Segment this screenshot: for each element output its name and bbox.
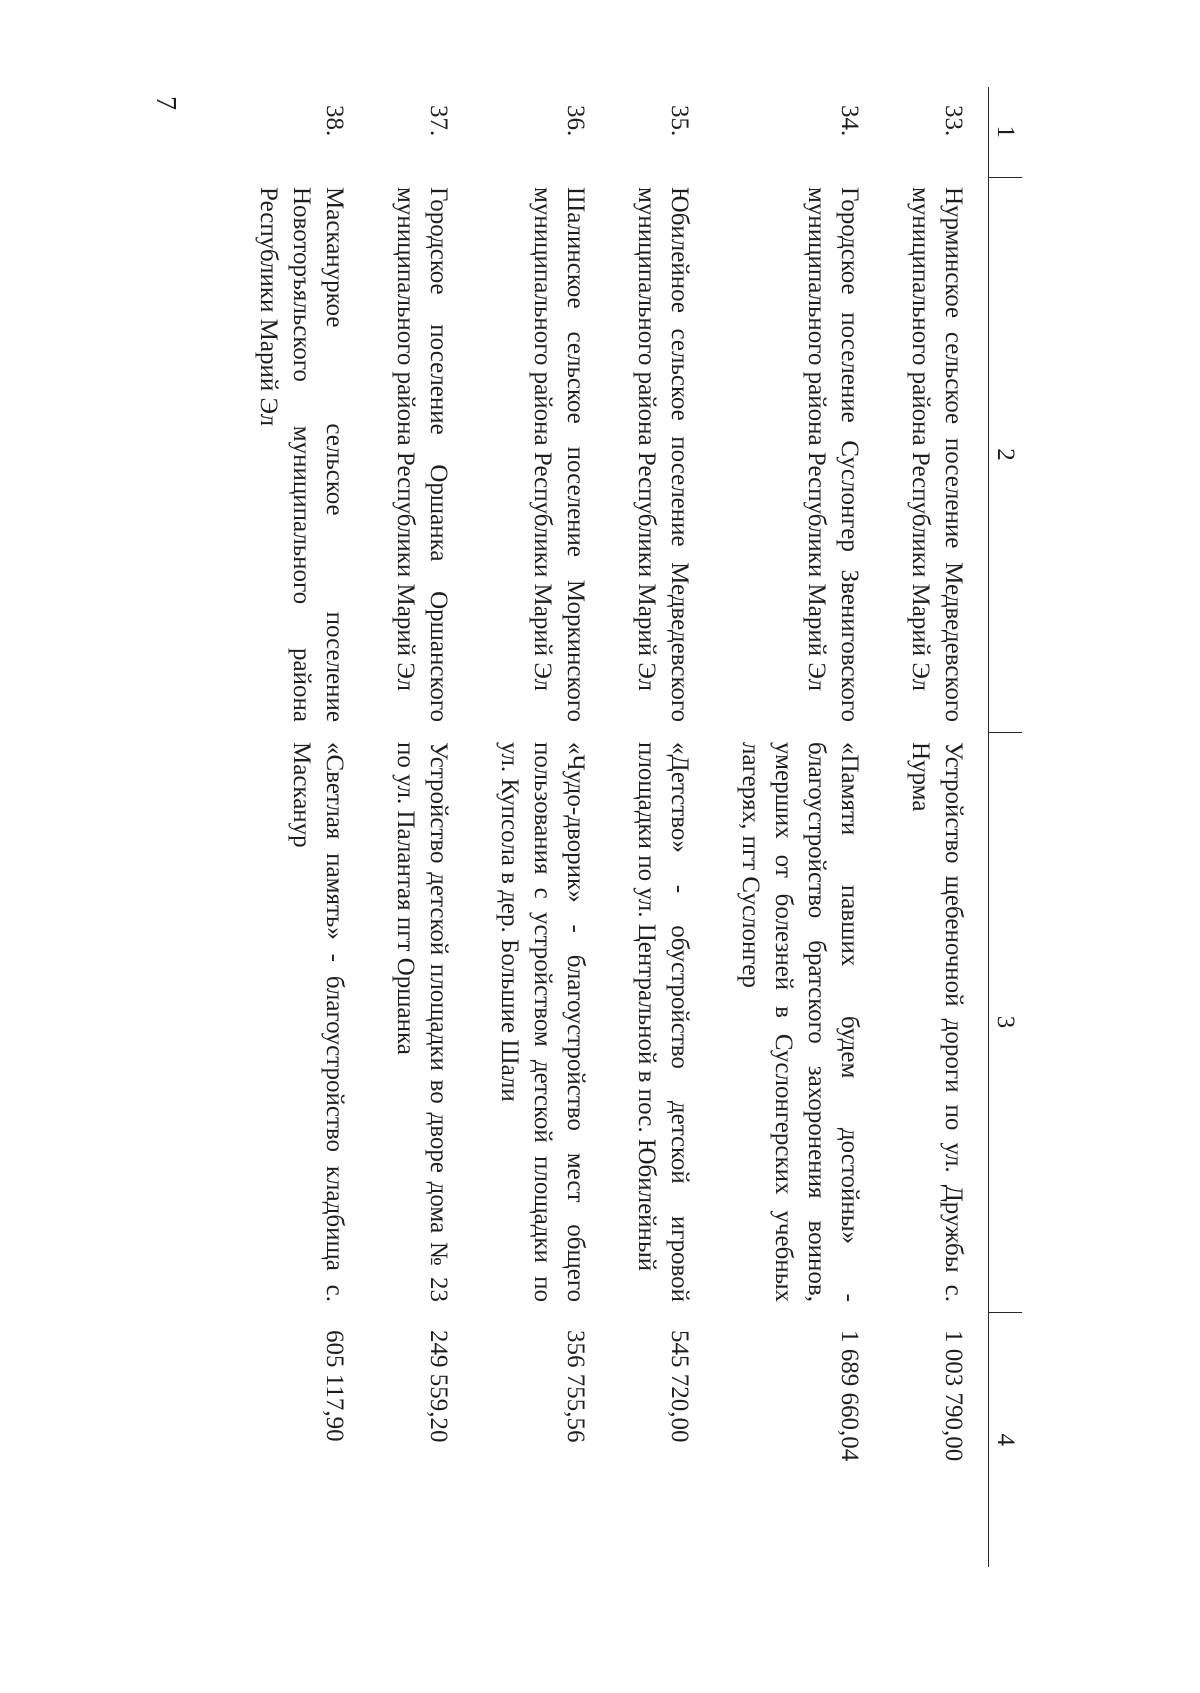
page-number: 7 bbox=[150, 96, 181, 110]
amount-cell: 249 559,20 bbox=[425, 1330, 452, 1443]
settlement-cell: Юбилейное сельское поселение Медведевского муниципального района Республики Марий Эл bbox=[633, 187, 693, 722]
settlement-cell: Шалинское сельское поселение Моркинского муниципального района Республики Марий Эл bbox=[529, 187, 589, 722]
row-number: 36. bbox=[562, 105, 589, 137]
project-cell: «Детство» - обустройство детской игровой площадки по ул. Центральной в пос. Юбилейный bbox=[633, 742, 693, 1302]
column-header-1: 1 bbox=[989, 87, 1023, 177]
amount-cell: 1 003 790,00 bbox=[940, 1330, 967, 1462]
row-number: 38. bbox=[321, 105, 348, 137]
settlement-cell: Городское поселение Суслонгер Звениговского муниципального района Республики Марий Эл bbox=[803, 187, 863, 722]
table-row bbox=[463, 87, 600, 1567]
column-header-4: 4 bbox=[989, 1312, 1023, 1567]
row-number: 35. bbox=[666, 105, 693, 137]
amount-cell: 545 720,00 bbox=[666, 1330, 693, 1443]
table-row bbox=[874, 87, 989, 1567]
amount-cell: 356 755,56 bbox=[562, 1330, 589, 1443]
row-number: 33. bbox=[940, 105, 967, 137]
settlement-cell: Нурминское сельское поселение Медведевского муниципального района Республики Марий Эл bbox=[907, 187, 967, 722]
rotated-table-container bbox=[202, 87, 1022, 1567]
column-header-3: 3 bbox=[989, 732, 1023, 1312]
column-header-2: 2 bbox=[989, 177, 1023, 732]
settlement-cell: Городское поселение Оршанка Оршанского муниципального района Республики Марий Эл bbox=[392, 187, 452, 722]
project-cell: Устройство щебеночной дороги по ул. Дружбы с. Нурма bbox=[907, 742, 967, 1302]
projects-table bbox=[222, 87, 1022, 1567]
project-cell: «Светлая память» - благоустройство кладбища с. Масканур bbox=[288, 742, 348, 1302]
table-header-row bbox=[989, 87, 1023, 1567]
settlement-cell: Маскануркое сельское поселение Новоторъяльского муниципального района Республики Марий Эл bbox=[255, 187, 348, 722]
amount-cell: 1 689 660,04 bbox=[836, 1330, 863, 1462]
project-cell: «Чудо-дворик» - благоустройство мест общего пользования с устройством детской площадки по ул. Купсола в дер. Большие Шали bbox=[496, 742, 589, 1302]
table-row bbox=[222, 87, 359, 1567]
table-row bbox=[704, 87, 874, 1567]
table-row bbox=[359, 87, 463, 1567]
row-number: 37. bbox=[425, 105, 452, 137]
project-cell: Устройство детской площадки во дворе дома № 23 по ул. Палантая пгт Оршанка bbox=[392, 742, 452, 1302]
table-row bbox=[600, 87, 704, 1567]
row-number: 34. bbox=[836, 105, 863, 137]
project-cell: «Памяти павших будем достойны» - благоустройство братского захоронения воинов, умерших от болезней в Суслонгерских учебных лагерях, пгт Суслонгер bbox=[737, 742, 863, 1302]
amount-cell: 605 117,90 bbox=[321, 1330, 348, 1442]
